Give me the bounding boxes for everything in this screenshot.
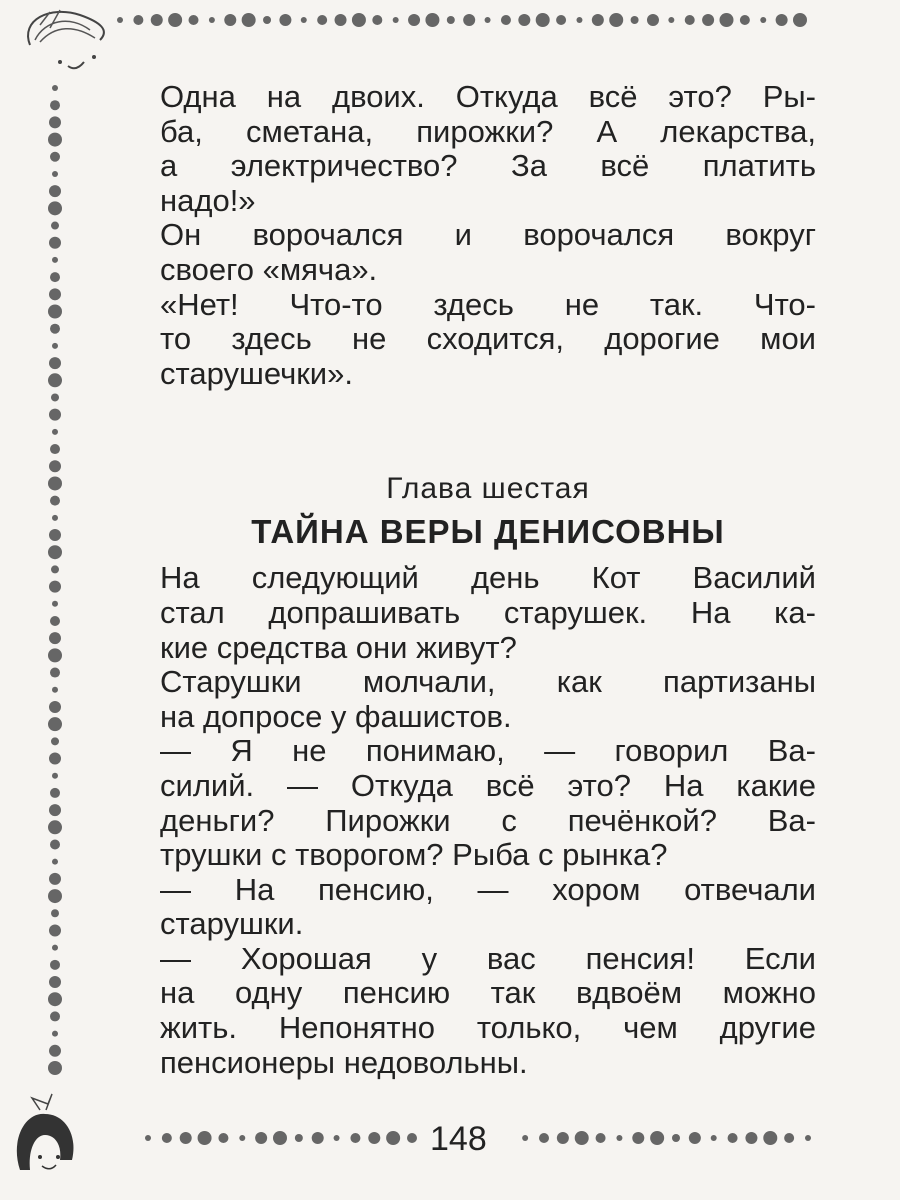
border-dot xyxy=(49,632,61,644)
text-line: На следующий день Кот Василий xyxy=(160,560,816,596)
border-dot xyxy=(609,13,623,27)
border-dot xyxy=(539,1133,549,1143)
border-dot xyxy=(49,409,61,421)
page-text xyxy=(160,80,816,1080)
border-dot xyxy=(273,1131,287,1145)
border-dot xyxy=(51,737,59,745)
border-dot xyxy=(447,16,455,24)
border-dot xyxy=(242,13,256,27)
border-dot xyxy=(745,1132,757,1144)
chapter-title: ТАЙНА ВЕРЫ ДЕНИСОВНЫ xyxy=(251,513,725,551)
border-dot xyxy=(805,1135,811,1141)
border-dot xyxy=(334,1135,340,1141)
border-dot xyxy=(49,976,61,988)
border-dot xyxy=(49,116,61,128)
border-dot xyxy=(48,648,62,662)
border-dot xyxy=(48,373,62,387)
border-dot xyxy=(631,16,639,24)
border-dot xyxy=(760,17,766,23)
border-dot xyxy=(335,14,347,26)
border-dot xyxy=(48,992,62,1006)
text-line: трушки с творогом? Рыба с рынка? xyxy=(160,837,668,873)
border-dot xyxy=(49,753,61,765)
text-line: то здесь не сходится, дорогие мои xyxy=(160,321,816,357)
border-dot xyxy=(145,1135,151,1141)
border-dot xyxy=(556,15,566,25)
border-dot xyxy=(52,687,58,693)
border-dot xyxy=(52,429,58,435)
border-dot xyxy=(576,17,582,23)
border-dot xyxy=(685,15,695,25)
border-dot xyxy=(49,1045,61,1057)
border-dot xyxy=(48,133,62,147)
border-dot xyxy=(52,1031,58,1037)
border-dot xyxy=(50,496,60,506)
border-dot xyxy=(51,393,59,401)
border-dot xyxy=(408,14,420,26)
border-dot xyxy=(50,324,60,334)
border-dot xyxy=(189,15,199,25)
border-dot xyxy=(49,185,61,197)
border-dot xyxy=(647,14,659,26)
text-line: деньги? Пирожки с печёнкой? Ва- xyxy=(160,802,816,838)
border-dot xyxy=(51,565,59,573)
text-line: Одна на двоих. Откуда всё это? Ры- xyxy=(160,79,816,114)
border-dot xyxy=(239,1135,245,1141)
border-dot xyxy=(784,1133,794,1143)
border-dot xyxy=(255,1132,267,1144)
border-dot xyxy=(50,668,60,678)
border-dot xyxy=(49,701,61,713)
border-dot xyxy=(295,1134,303,1142)
border-dot xyxy=(50,152,60,162)
border-dot xyxy=(49,460,61,472)
border-dot xyxy=(592,14,604,26)
border-dot xyxy=(151,14,163,26)
border-dot xyxy=(49,581,61,593)
border-dot xyxy=(49,237,61,249)
text-line: — На пенсию, — хором отвечали xyxy=(160,871,816,907)
border-dot xyxy=(51,222,59,230)
border-dot xyxy=(740,15,750,25)
border-dot xyxy=(49,924,61,936)
border-dot xyxy=(49,357,61,369)
border-dot xyxy=(52,601,58,607)
boy-face-illustration xyxy=(10,0,110,80)
border-dot xyxy=(317,15,327,25)
border-dot xyxy=(793,13,807,27)
text-line: стал допрашивать старушек. На ка- xyxy=(160,594,816,630)
border-dot xyxy=(312,1132,324,1144)
text-line: на одну пенсию так вдвоём можно xyxy=(160,975,816,1011)
border-dot xyxy=(52,773,58,779)
paragraphs-before-chapter xyxy=(160,80,816,391)
border-dot xyxy=(50,616,60,626)
text-line: старушки. xyxy=(160,906,304,942)
border-dot xyxy=(48,201,62,215)
border-dot xyxy=(350,1133,360,1143)
border-dot xyxy=(616,1135,622,1141)
border-dot xyxy=(632,1132,644,1144)
border-dot xyxy=(48,305,62,319)
text-line: своего «мяча». xyxy=(160,251,378,287)
text-line: кие средства они живут? xyxy=(160,629,517,665)
border-dot xyxy=(48,545,62,559)
border-dot xyxy=(198,1131,212,1145)
border-dot xyxy=(719,13,733,27)
text-line: пенсионеры недовольны. xyxy=(160,1044,528,1080)
border-dot xyxy=(711,1135,717,1141)
text-line: Старушки молчали, как партизаны xyxy=(160,664,816,700)
border-dot xyxy=(485,17,491,23)
text-line: — Я не понимаю, — говорил Ва- xyxy=(160,733,816,769)
border-dot xyxy=(518,14,530,26)
border-dot xyxy=(689,1132,701,1144)
border-dot xyxy=(50,788,60,798)
border-dot xyxy=(49,288,61,300)
border-dot xyxy=(650,1131,664,1145)
border-dot xyxy=(301,17,307,23)
border-dot xyxy=(522,1135,528,1141)
border-dot xyxy=(501,15,511,25)
text-line: силий. — Откуда всё это? На какие xyxy=(160,767,816,803)
border-dot xyxy=(52,945,58,951)
border-dot xyxy=(168,13,182,27)
border-dot xyxy=(279,14,291,26)
border-dot xyxy=(575,1131,589,1145)
text-line: Он ворочался и ворочался вокруг xyxy=(160,217,816,253)
border-dot xyxy=(52,85,58,91)
border-dot xyxy=(48,476,62,490)
border-dot xyxy=(52,859,58,865)
text-line: «Нет! Что-то здесь не так. Что- xyxy=(160,286,816,322)
border-dot xyxy=(48,820,62,834)
border-dot xyxy=(52,171,58,177)
border-dot xyxy=(407,1133,417,1143)
border-dot xyxy=(596,1133,606,1143)
border-dot xyxy=(49,804,61,816)
paragraphs-after-chapter xyxy=(160,561,816,1080)
border-dot xyxy=(224,14,236,26)
border-dot xyxy=(52,257,58,263)
text-line: — Хорошая у вас пенсия! Если xyxy=(160,940,816,976)
border-dot xyxy=(162,1133,172,1143)
border-dot xyxy=(49,529,61,541)
border-dot xyxy=(50,100,60,110)
border-dot xyxy=(672,1134,680,1142)
border-dot xyxy=(463,14,475,26)
border-dot xyxy=(50,444,60,454)
text-line: на допросе у фашистов. xyxy=(160,698,512,734)
border-dot xyxy=(702,14,714,26)
border-dot xyxy=(133,15,143,25)
border-dot xyxy=(763,1131,777,1145)
border-dot xyxy=(263,16,271,24)
border-dot xyxy=(218,1133,228,1143)
text-line: старушечки». xyxy=(160,355,353,391)
border-dot xyxy=(776,14,788,26)
border-dot xyxy=(50,1011,60,1021)
text-line: ба, сметана, пирожки? А лекарства, xyxy=(160,113,816,149)
border-dot xyxy=(48,717,62,731)
left-dot-border xyxy=(40,80,70,1080)
chapter-label: Глава шестая xyxy=(386,472,590,506)
border-dot xyxy=(52,515,58,521)
border-dot xyxy=(51,909,59,917)
border-dot xyxy=(50,839,60,849)
text-line: надо!» xyxy=(160,182,256,218)
border-dot xyxy=(48,1061,62,1075)
border-dot xyxy=(425,13,439,27)
border-dot xyxy=(557,1132,569,1144)
border-dot xyxy=(50,272,60,282)
border-dot xyxy=(209,17,215,23)
border-dot xyxy=(368,1132,380,1144)
top-dot-border xyxy=(112,10,812,30)
border-dot xyxy=(52,343,58,349)
border-dot xyxy=(117,17,123,23)
border-dot xyxy=(372,15,382,25)
text-line: жить. Непонятно только, чем другие xyxy=(160,1010,816,1046)
border-dot xyxy=(668,17,674,23)
border-dot xyxy=(50,960,60,970)
page-number: 148 xyxy=(424,1120,493,1159)
border-dot xyxy=(352,13,366,27)
border-dot xyxy=(49,873,61,885)
border-dot xyxy=(393,17,399,23)
border-dot xyxy=(180,1132,192,1144)
border-dot xyxy=(728,1133,738,1143)
border-dot xyxy=(386,1131,400,1145)
girl-face-illustration xyxy=(10,1090,80,1190)
border-dot xyxy=(48,889,62,903)
border-dot xyxy=(536,13,550,27)
text-line: а электричество? За всё платить xyxy=(160,148,816,184)
